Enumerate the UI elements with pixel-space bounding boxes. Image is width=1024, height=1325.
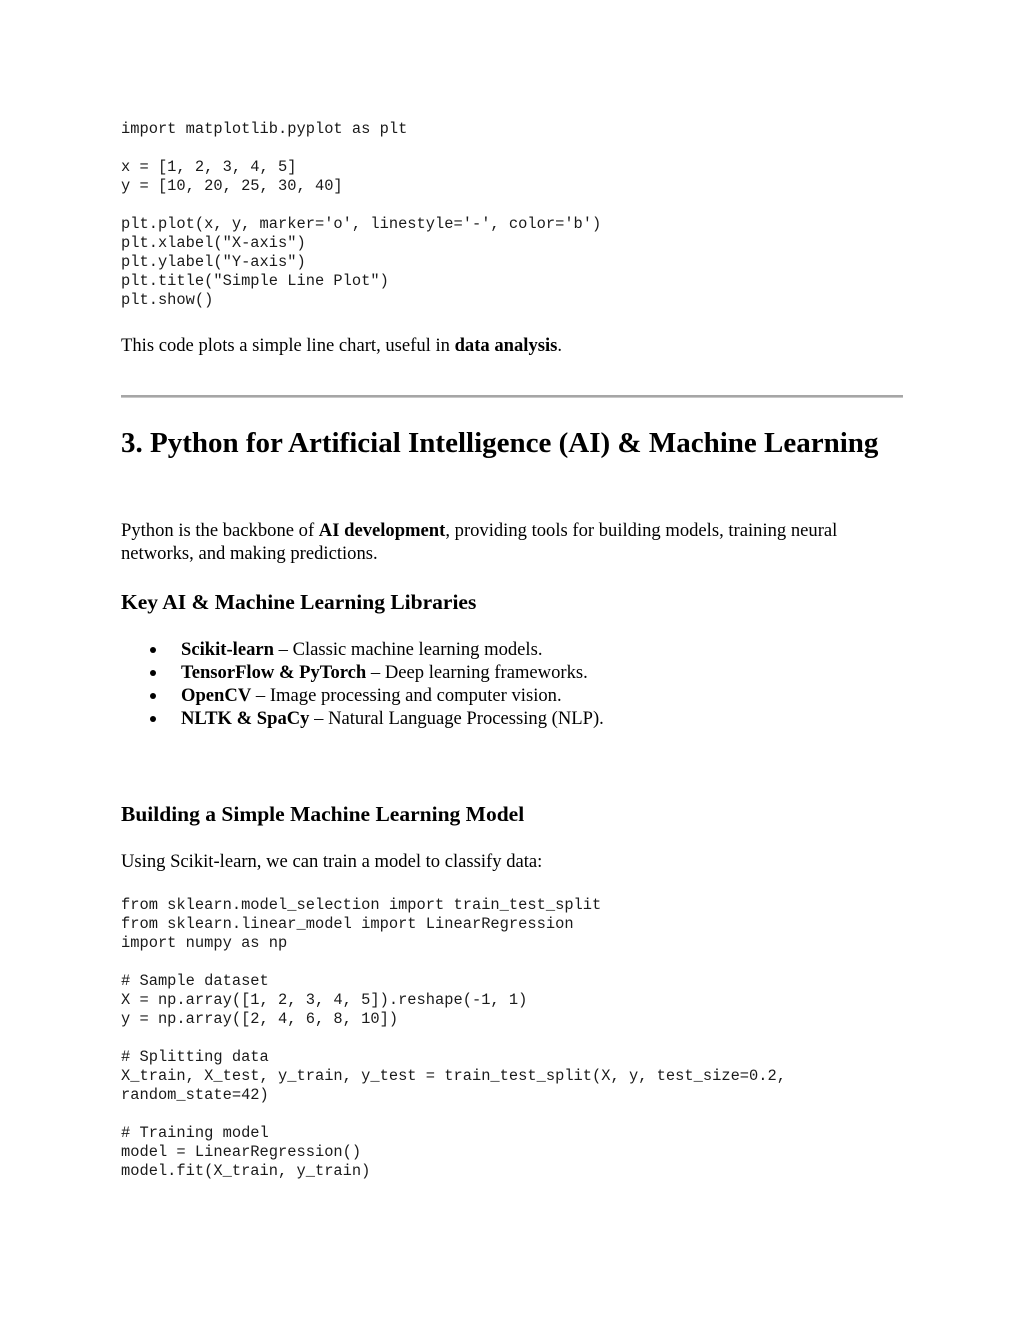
list-item xyxy=(121,661,604,684)
code-block-sklearn xyxy=(121,896,786,1181)
code-line: plt.show() xyxy=(121,291,214,309)
code-line: from sklearn.linear_model import LinearRegression xyxy=(121,915,574,933)
bullet-icon xyxy=(150,693,156,699)
code-line xyxy=(121,1105,786,1124)
paragraph-data-analysis xyxy=(121,334,903,357)
code-line xyxy=(121,139,601,158)
paragraph-scikit: Using Scikit-learn, we can train a model to classify data: xyxy=(121,851,543,872)
code-line: # Splitting data xyxy=(121,1048,269,1066)
bold-term: data analysis xyxy=(454,335,558,356)
library-desc: – Classic machine learning models. xyxy=(273,639,543,660)
library-name: OpenCV xyxy=(181,685,252,706)
code-line xyxy=(121,1029,786,1048)
code-line: # Sample dataset xyxy=(121,972,269,990)
code-line: y = [10, 20, 25, 30, 40] xyxy=(121,177,343,195)
code-line: random_state=42) xyxy=(121,1086,269,1104)
library-desc: – Natural Language Processing (NLP). xyxy=(309,708,604,729)
subheading-model: Building a Simple Machine Learning Model xyxy=(121,802,525,826)
paragraph-text: Python is the backbone of xyxy=(121,520,319,541)
bullet-icon xyxy=(150,716,156,722)
code-line: from sklearn.model_selection import train_test_split xyxy=(121,896,602,914)
code-line: plt.ylabel("Y-axis") xyxy=(121,253,306,271)
subheading-libraries: Key AI & Machine Learning Libraries xyxy=(121,590,477,614)
library-list xyxy=(121,638,604,730)
list-item xyxy=(121,684,604,707)
code-line: plt.xlabel("X-axis") xyxy=(121,234,306,252)
paragraph-text: This code plots a simple line chart, useful in xyxy=(121,335,455,356)
code-line: x = [1, 2, 3, 4, 5] xyxy=(121,158,297,176)
paragraph-text: . xyxy=(557,335,563,356)
library-name: NLTK & SpaCy xyxy=(181,708,310,729)
library-desc: – Deep learning frameworks. xyxy=(366,662,588,683)
paragraph-ai-intro xyxy=(121,519,903,565)
code-line: import numpy as np xyxy=(121,934,288,952)
code-line: plt.title("Simple Line Plot") xyxy=(121,272,389,290)
library-name: TensorFlow & PyTorch xyxy=(181,662,367,683)
code-block-matplotlib xyxy=(121,120,601,310)
code-line: y = np.array([2, 4, 6, 8, 10]) xyxy=(121,1010,399,1028)
bullet-icon xyxy=(150,647,156,653)
code-line: X_train, X_test, y_train, y_test = train_test_split(X, y, test_size=0.2, xyxy=(121,1067,786,1085)
list-item xyxy=(121,638,604,661)
paragraph-text: , providing tools for building models, training neural networks, and making predictions. xyxy=(121,520,838,564)
code-line: plt.plot(x, y, marker='o', linestyle='-', color='b') xyxy=(121,215,602,233)
horizontal-rule xyxy=(121,395,903,398)
code-line xyxy=(121,953,786,972)
library-name: Scikit-learn xyxy=(181,639,274,660)
code-line: X = np.array([1, 2, 3, 4, 5]).reshape(-1, 1) xyxy=(121,991,528,1009)
bold-term: AI development xyxy=(318,520,446,541)
section-heading: 3. Python for Artificial Intelligence (AI) & Machine Learning xyxy=(121,427,879,459)
bullet-icon xyxy=(150,670,156,676)
code-line: # Training model xyxy=(121,1124,269,1142)
list-item xyxy=(121,707,604,730)
code-line: model.fit(X_train, y_train) xyxy=(121,1162,371,1180)
library-desc: – Image processing and computer vision. xyxy=(251,685,562,706)
code-line: model = LinearRegression() xyxy=(121,1143,362,1161)
code-line: import matplotlib.pyplot as plt xyxy=(121,120,408,138)
code-line xyxy=(121,196,601,215)
